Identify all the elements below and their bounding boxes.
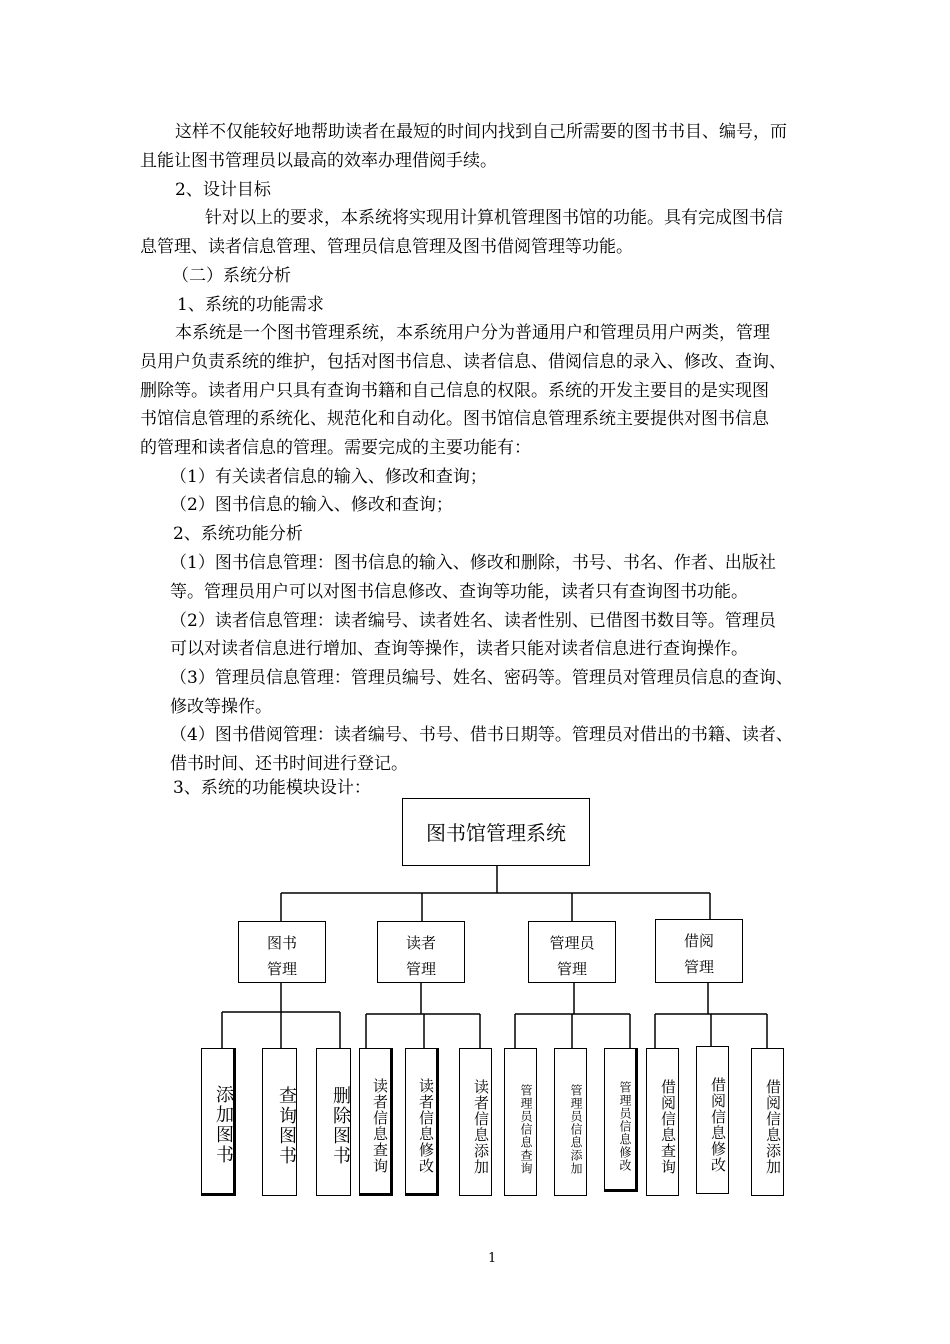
list-item: （1）图书信息管理：图书信息的输入、修改和删除，书号、书名、作者、出版社 <box>170 553 776 573</box>
leaf-label: 查询图书 <box>276 1086 297 1166</box>
leaf-admin-add <box>554 1048 587 1196</box>
leaf-reader-add <box>459 1048 492 1196</box>
leaf-label: 借阅信息修改 <box>709 1077 727 1173</box>
page-number: 1 <box>488 1251 497 1266</box>
leaf-label: 读者信息查询 <box>371 1078 389 1174</box>
leaf-label: 借阅信息查询 <box>659 1079 677 1175</box>
paragraph-line: 员用户负责系统的维护，包括对图书信息、读者信息、借阅信息的录入、修改、查询、 <box>140 352 786 372</box>
module-label: 图书 <box>266 934 297 952</box>
leaf-label: 管理员信息添加 <box>569 1083 583 1175</box>
root-node <box>402 798 590 866</box>
leaf-add-book <box>201 1048 236 1196</box>
leaf-label: 读者信息修改 <box>417 1078 435 1174</box>
leaf-reader-query <box>359 1048 393 1196</box>
list-item: （4）图书借阅管理：读者编号、书号、借书日期等。管理员对借出的书籍、读者、 <box>170 725 793 745</box>
paragraph-line: 修改等操作。 <box>170 697 272 717</box>
module-label: 管理 <box>266 960 297 978</box>
leaf-label: 读者信息添加 <box>472 1079 490 1175</box>
leaf-label: 管理员信息修改 <box>618 1080 632 1172</box>
paragraph-line: 可以对读者信息进行增加、查询等操作，读者只能对读者信息进行查询操作。 <box>170 639 748 659</box>
module-label: 管理 <box>405 960 436 978</box>
paragraph-line: 借书时间、还书时间进行登记。 <box>170 754 408 774</box>
paragraph-line: 删除等。读者用户只具有查询书籍和自己信息的权限。系统的开发主要目的是实现图 <box>140 381 769 401</box>
leaf-label: 添加图书 <box>213 1085 234 1165</box>
list-item: （1）有关读者信息的输入、修改和查询； <box>170 467 487 487</box>
module-label: 管理 <box>683 958 714 976</box>
leaf-delete-book <box>316 1048 351 1196</box>
leaf-label: 删除图书 <box>330 1086 351 1166</box>
leaf-reader-modify <box>405 1048 439 1196</box>
leaf-borrow-modify <box>696 1046 729 1194</box>
module-book-management <box>238 921 326 983</box>
section-heading: 3、系统的功能模块设计： <box>173 778 371 798</box>
list-item: （2）图书信息的输入、修改和查询； <box>170 495 453 515</box>
module-borrow-management <box>655 919 743 983</box>
paragraph-line: 本系统是一个图书管理系统，本系统用户分为普通用户和管理员用户两类，管理 <box>175 323 770 343</box>
module-label: 读者 <box>405 934 436 952</box>
section-heading: （二）系统分析 <box>172 266 291 286</box>
module-label: 管理 <box>556 960 587 978</box>
section-heading: 2、系统功能分析 <box>173 524 303 544</box>
list-item: （3）管理员信息管理：管理员编号、姓名、密码等。管理员对管理员信息的查询、 <box>170 668 793 688</box>
leaf-borrow-add <box>751 1048 784 1196</box>
leaf-query-book <box>262 1048 297 1196</box>
list-item: （2）读者信息管理：读者编号、读者姓名、读者性别、已借图书数目等。管理员 <box>170 611 776 631</box>
leaf-admin-query <box>504 1048 537 1196</box>
paragraph-line: 书馆信息管理的系统化、规范化和自动化。图书馆信息管理系统主要提供对图书信息 <box>140 409 769 429</box>
module-label: 管理员 <box>549 934 595 952</box>
module-admin-management <box>528 921 616 983</box>
paragraph-line: 针对以上的要求，本系统将实现用计算机管理图书馆的功能。具有完成图书信 <box>205 208 783 228</box>
paragraph-line: 这样不仅能较好地帮助读者在最短的时间内找到自己所需要的图书书目、编号，而 <box>175 122 787 142</box>
root-label: 图书馆管理系统 <box>426 821 566 845</box>
leaf-admin-modify <box>604 1048 638 1192</box>
module-reader-management <box>377 921 465 983</box>
section-heading: 2、设计目标 <box>175 180 271 200</box>
paragraph-line: 等。管理员用户可以对图书信息修改、查询等功能，读者只有查询图书功能。 <box>170 582 748 602</box>
section-heading: 1、系统的功能需求 <box>177 295 324 315</box>
leaf-label: 借阅信息添加 <box>764 1079 782 1175</box>
leaf-borrow-query <box>646 1048 679 1196</box>
paragraph-line: 息管理、读者信息管理、管理员信息管理及图书借阅管理等功能。 <box>140 237 633 257</box>
paragraph-line: 且能让图书管理员以最高的效率办理借阅手续。 <box>140 151 497 171</box>
paragraph-line: 的管理和读者信息的管理。需要完成的主要功能有： <box>140 438 531 458</box>
leaf-label: 管理员信息查询 <box>519 1083 533 1175</box>
module-label: 借阅 <box>683 932 714 950</box>
